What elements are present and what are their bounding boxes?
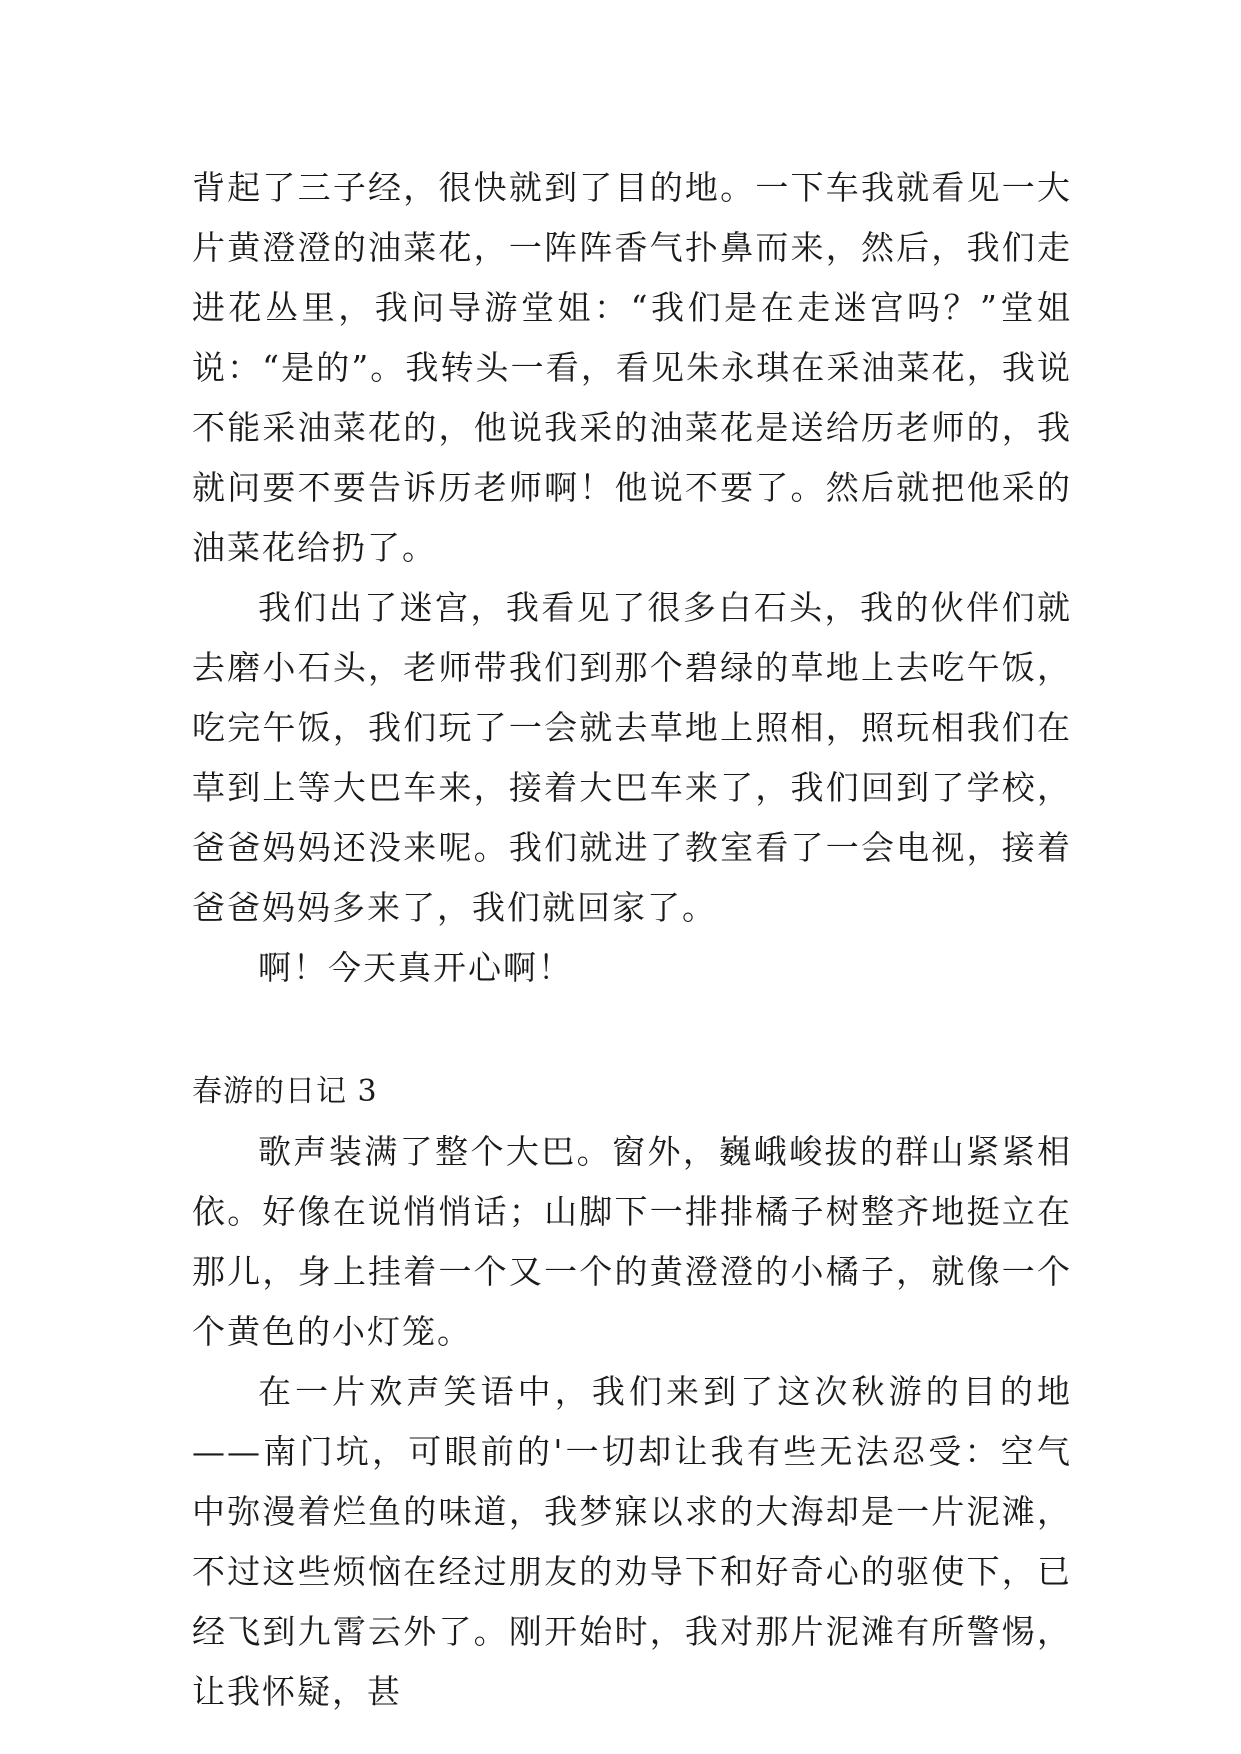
section-gap xyxy=(192,998,1072,1062)
paragraph-bus-singing: 歌声装满了整个大巴。窗外，巍峨峻拔的群山紧紧相依。好像在说悄悄话；山脚下一排排橘子树整齐地挺立在那儿，身上挂着一个又一个的黄澄澄的小橘子，就像一个个黄色的小灯笼。 xyxy=(192,1132,1072,1351)
section-title: 春游的日记 3 xyxy=(192,1074,378,1109)
document-body xyxy=(192,158,1072,1722)
paragraph-continued: 背起了三子经，很快就到了目的地。一下车我就看见一大片黄澄澄的油菜花，一阵阵香气扑鼻而来，然后，我们走进花丛里，我问导游堂姐：“我们是在走迷宫吗？”堂姐说：“是的”。我转头一看，看见朱永琪在采油菜花，我说不能采油菜花的，他说我采的油菜花是送给历老师的，我就问要不要告诉历老师啊！他说不要了。然后就把他采的油菜花给扔了。 xyxy=(192,168,1072,567)
paragraph-maze-exit: 我们出了迷宫，我看见了很多白石头，我的伙伴们就去磨小石头，老师带我们到那个碧绿的草地上去吃午饭，吃完午饭，我们玩了一会就去草地上照相，照玩相我们在草到上等大巴车来，接着大巴车来了，我们回到了学校，爸爸妈妈还没来呢。我们就进了教室看了一会电视，接着爸爸妈妈多来了，我们就回家了。 xyxy=(192,588,1072,927)
paragraph-exclamation: 啊！今天真开心啊！ xyxy=(258,948,573,987)
paragraph-destination: 在一片欢声笑语中，我们来到了这次秋游的目的地——南门坑，可眼前的'一切却让我有些无法忍受：空气中弥漫着烂鱼的味道，我梦寐以求的大海却是一片泥滩，不过这些烦恼在经过朋友的劝导下和好奇心的驱使下，已经飞到九霄云外了。刚开始时，我对那片泥滩有所警惕，让我怀疑，甚 xyxy=(192,1372,1072,1711)
